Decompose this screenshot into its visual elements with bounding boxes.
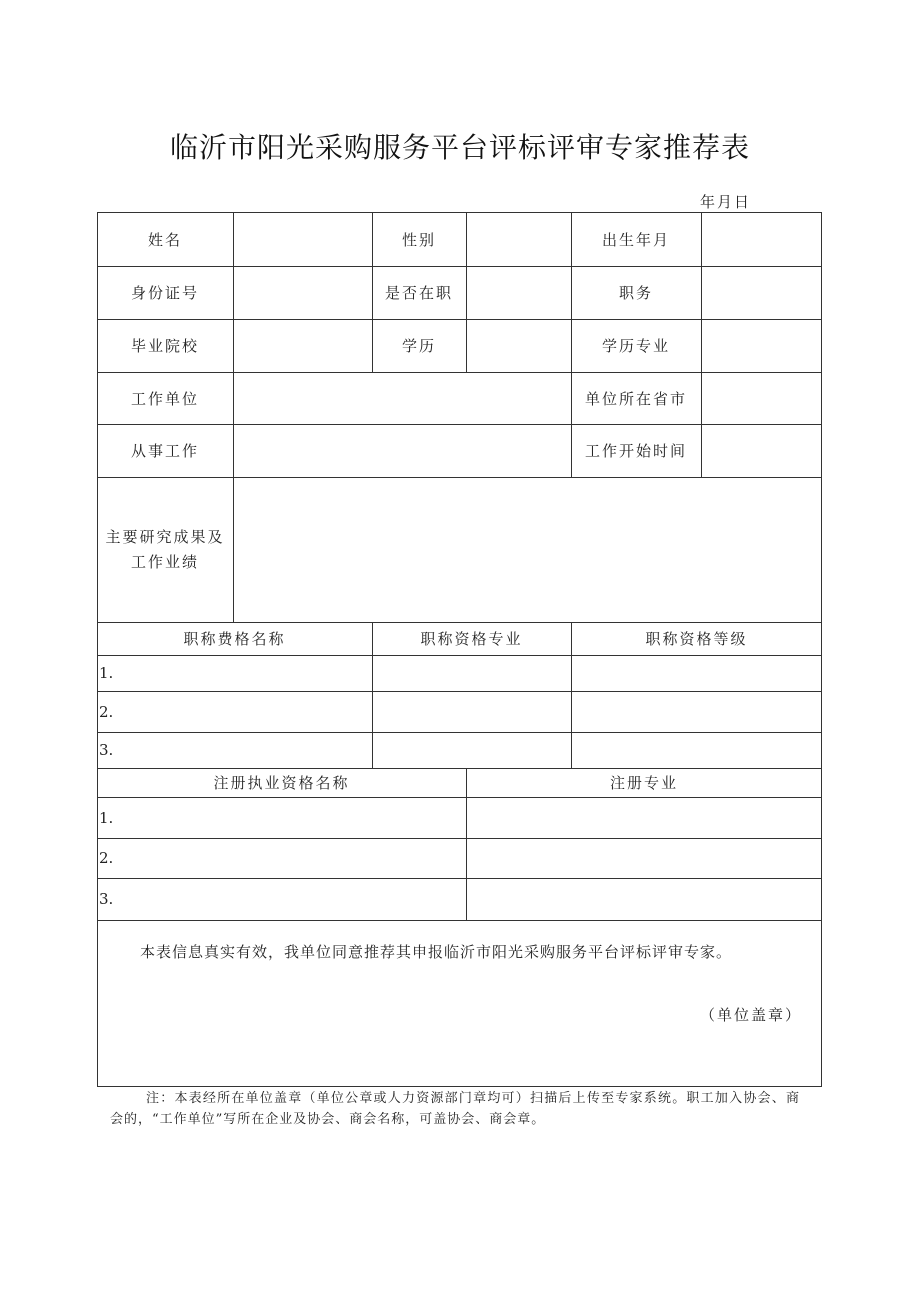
date-label: 年月日 [700,193,752,211]
title-row-1-major[interactable] [373,655,571,691]
education-label: 学历 [401,337,436,355]
achievements-label-line1: 主要研究成果及 [105,527,225,546]
work-start-field[interactable] [702,424,822,477]
title-name-header: 职称费格名称 [183,630,286,648]
achievements-label [97,477,233,622]
employer-city-label: 单位所在省市 [584,389,687,408]
employer-city-field[interactable] [702,372,822,424]
education-field[interactable] [467,319,571,372]
reg-row-3-major[interactable] [467,878,822,920]
title-row-2-major[interactable] [373,691,571,732]
reg-row-2-major[interactable] [467,838,822,878]
major-label: 学历专业 [601,337,670,355]
birth-field[interactable] [702,212,822,266]
seal-label: （单位盖章） [700,1006,803,1024]
gender-label: 性别 [401,230,436,249]
employer-label: 工作单位 [130,389,199,408]
declaration-text: 本表信息真实有效，我单位同意推荐其申报临沂市阳光采购服务平台评标评审专家。 [140,943,733,961]
work-start-label: 工作开始时间 [584,442,687,460]
employed-label: 是否在职 [384,284,453,302]
title-level-header: 职称资格等级 [645,630,748,648]
title-row-1-level[interactable] [572,655,822,691]
title-row-2[interactable]: 2. [99,702,114,721]
title-row-3-level[interactable] [572,732,822,768]
footnote: 注：本表经所在单位盖章（单位公章或人力资源部门章均可）扫描后上传至专家系统。职工加入协会、商会的，“工作单位”写所在企业及协会、商会名称，可盖协会、商会章。 [110,1091,800,1127]
reg-name-header: 注册执业资格名称 [213,774,350,792]
reg-row-1-major[interactable] [467,797,822,838]
achievements-field[interactable] [234,477,822,622]
position-field[interactable] [702,266,822,319]
employed-field[interactable] [467,266,571,319]
school-field[interactable] [234,319,372,372]
title-row-1[interactable]: 1. [99,664,114,682]
name-field[interactable] [234,212,372,266]
birth-label: 出生年月 [601,230,670,249]
gender-field[interactable] [467,212,571,266]
school-label: 毕业院校 [130,337,199,355]
id-number-label: 身份证号 [130,284,199,302]
title-row-2-level[interactable] [572,691,822,732]
form-title: 临沂市阳光采购服务平台评标评审专家推荐表 [169,131,750,164]
employer-field[interactable] [234,372,571,424]
id-number-field[interactable] [234,266,372,319]
reg-row-3[interactable]: 3. [99,890,114,908]
title-major-header: 职称资格专业 [420,630,523,648]
major-field[interactable] [702,319,822,372]
reg-row-2[interactable]: 2. [99,849,114,867]
work-field-label: 从事工作 [130,442,199,460]
title-row-3-major[interactable] [373,732,571,768]
achievements-label-line2: 工作业绩 [130,552,199,571]
work-field-input[interactable] [234,424,571,477]
reg-row-1[interactable]: 1. [99,808,114,827]
reg-major-header: 注册专业 [609,774,678,792]
title-row-3[interactable]: 3. [99,741,114,759]
position-label: 职务 [618,284,653,302]
name-label: 姓名 [147,230,182,249]
